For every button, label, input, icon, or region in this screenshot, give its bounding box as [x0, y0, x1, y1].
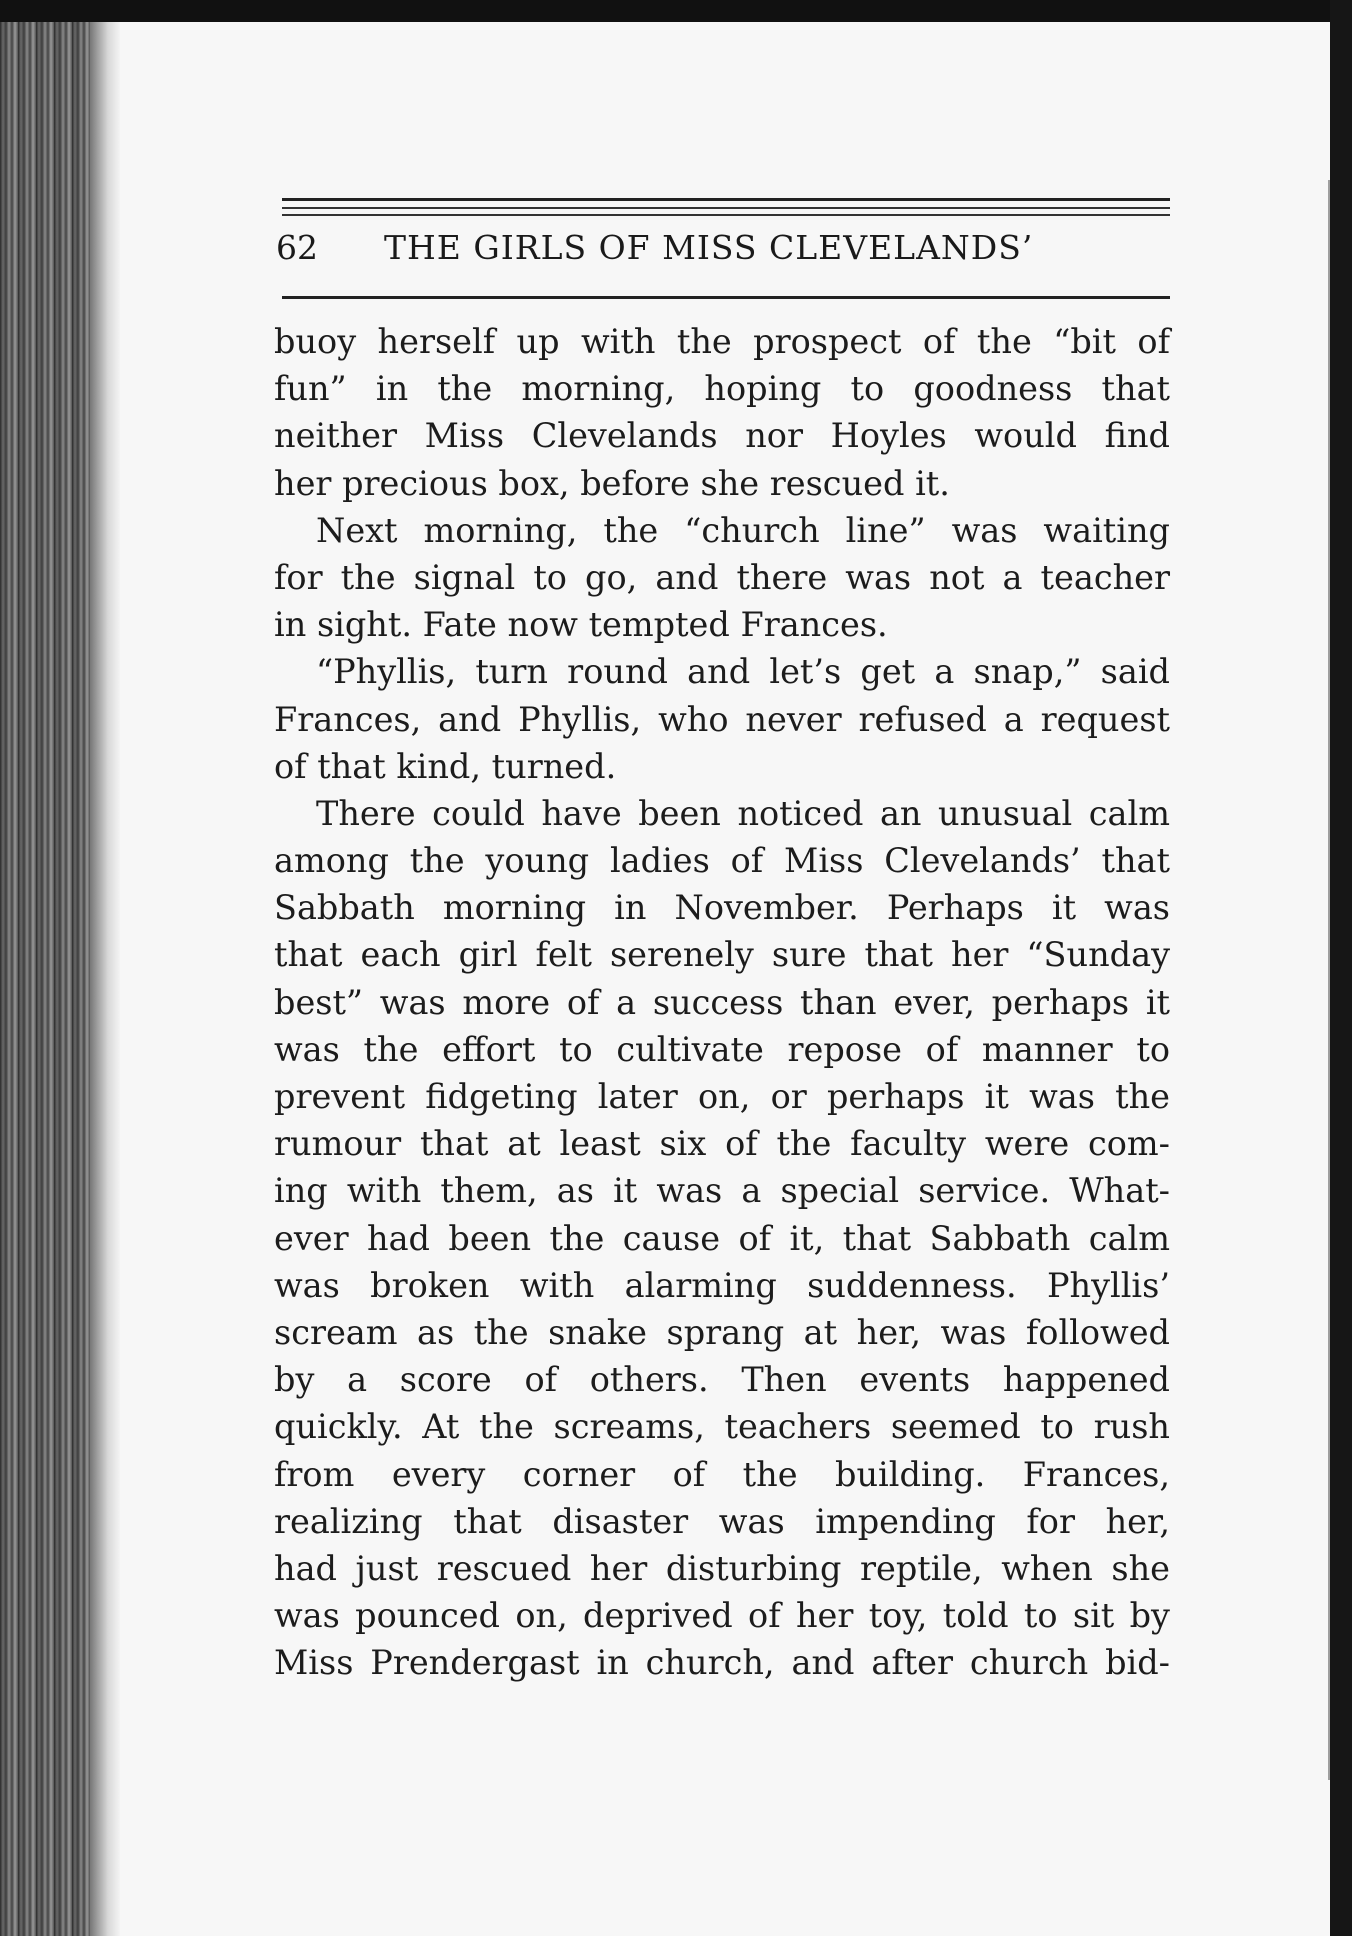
text-line: ever had been the cause of it, that Sabbath calm — [274, 1218, 1170, 1258]
text-line: from every corner of the building. Frances, — [274, 1454, 1170, 1494]
header-rule — [282, 207, 1170, 209]
text-line: quickly. At the screams, teachers seemed to rush — [274, 1407, 1170, 1447]
text-line: Frances, and Phyllis, who never refused a request — [274, 699, 1170, 739]
text-line: for the signal to go, and there was not a teacher — [274, 557, 1170, 597]
scan-top-border — [0, 0, 1352, 22]
text-line: best” was more of a success than ever, perhaps it — [274, 982, 1170, 1022]
body-text — [274, 318, 1170, 1686]
text-line: among the young ladies of Miss Clevelands’ that — [274, 841, 1170, 881]
text-line: was pounced on, deprived of her toy, told to sit by — [274, 1596, 1170, 1636]
text-line: was the effort to cultivate repose of manner to — [274, 1029, 1170, 1069]
text-line: neither Miss Clevelands nor Hoyles would find — [274, 416, 1170, 456]
text-line: prevent fidgeting later on, or perhaps it was the — [274, 1077, 1170, 1116]
text-line: realizing that disaster was impending for her, — [274, 1501, 1170, 1541]
text-line: There could have been noticed an unusual calm — [316, 793, 1170, 833]
text-line: rumour that at least six of the faculty were com- — [274, 1124, 1170, 1164]
text-line: by a score of others. Then events happened — [274, 1360, 1170, 1400]
header-rule — [282, 198, 1170, 201]
header-underline — [282, 296, 1170, 299]
binding-shadow — [90, 0, 120, 1936]
text-line: fun” in the morning, hoping to goodness that — [274, 369, 1170, 409]
text-line: scream as the snake sprang at her, was followed — [274, 1312, 1170, 1352]
running-head — [276, 228, 1176, 278]
text-line: Next morning, the “church line” was waiting — [316, 510, 1170, 550]
text-line: Sabbath morning in November. Perhaps it was — [274, 888, 1170, 928]
text-line: buoy herself up with the prospect of the “bit of — [274, 322, 1170, 361]
running-title: THE GIRLS OF MISS CLEVELANDS’ — [384, 228, 1034, 267]
text-line: had just rescued her disturbing reptile, when she — [274, 1548, 1170, 1588]
text-line: “Phyllis, turn round and let’s get a snap,” said — [316, 652, 1170, 692]
page-number: 62 — [276, 228, 318, 267]
text-line: that each girl felt serenely sure that her “Sunday — [274, 935, 1170, 975]
text-line: of that kind, turned. — [274, 746, 617, 786]
text-line: was broken with alarming suddenness. Phyllis’ — [274, 1265, 1170, 1305]
facing-page-edge — [1328, 180, 1334, 1780]
text-line: Miss Prendergast in church, and after church bid- — [274, 1643, 1170, 1683]
header-rule — [282, 214, 1170, 216]
text-line: in sight. Fate now tempted Frances. — [274, 605, 888, 645]
text-line: ing with them, as it was a special service. What- — [274, 1171, 1170, 1211]
text-line: her precious box, before she rescued it. — [274, 463, 950, 503]
